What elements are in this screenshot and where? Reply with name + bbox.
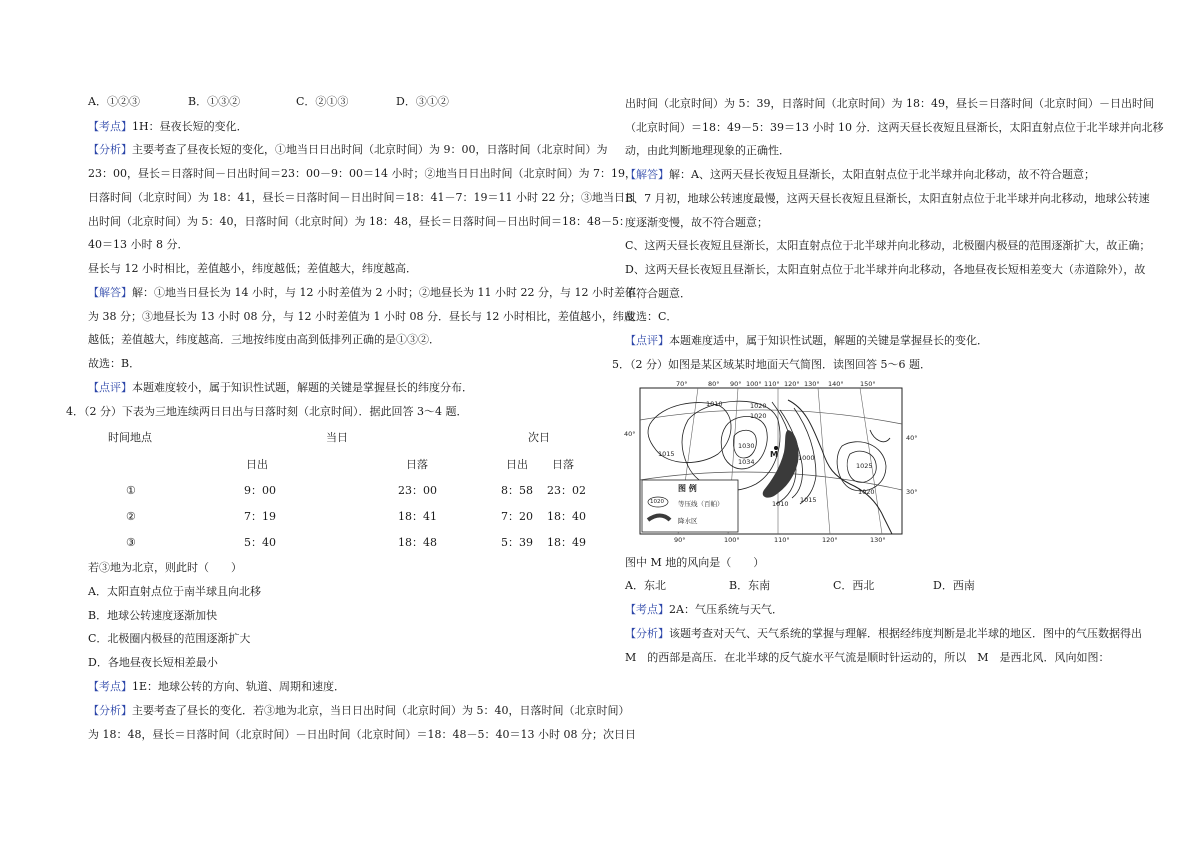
q3-jieda-line [88, 333, 440, 347]
jieda-text: 解：①地当日昼长为 14 小时，与 12 小时差值为 2 小时；②地昼长为 11 小时 22 分，与 12 小时差值 [132, 286, 636, 299]
legend-isobar-label: 等压线（百帕） [678, 500, 724, 508]
isobar-label: 1025 [856, 462, 873, 470]
q4-option: D．各地昼夜长短相差最小 [88, 656, 218, 669]
kaodian-text: 1H：昼夜长短的变化． [132, 120, 248, 133]
q4-cont-line: 动，由此判断地理现象的正确性． [625, 144, 790, 157]
jieda-text: 故选：C． [625, 310, 678, 323]
isobar-label: 1034 [738, 458, 755, 466]
table-cell: 23：02 [547, 484, 586, 497]
point-m-label: M [770, 450, 778, 459]
lon-label: 130° [804, 380, 820, 388]
lat-label: 30° [906, 488, 918, 496]
q5-fenxi-line [625, 651, 1110, 665]
lon-label: 70° [676, 380, 688, 388]
lat-label: 40° [624, 430, 636, 438]
table-sub-rise2: 日出 [506, 458, 528, 471]
isobar-label: 1000 [798, 454, 815, 462]
q4-dianping [625, 334, 988, 348]
isobar-label: 1020 [750, 412, 767, 420]
lon-label: 80° [708, 380, 720, 388]
isobar-label: 1010 [706, 400, 723, 408]
fenxi-tag: 【分析】 [88, 704, 132, 717]
fenxi-text: 该题考查对天气、天气系统的掌握与理解．根据经纬度判断是北半球的地区．图中的气压数据得出 [669, 627, 1142, 640]
lon-label: 150° [860, 380, 876, 388]
table-cell: 5：40 [244, 536, 276, 549]
q5-option-a: A．东北 [625, 579, 666, 592]
isobar-label: 1010 [772, 500, 789, 508]
q4-fenxi-line [88, 704, 630, 718]
weather-map [624, 380, 918, 545]
q3-kaodian [88, 120, 248, 134]
table-sub-set2: 日落 [552, 458, 574, 471]
q4-cont-line: 出时间（北京时间）为 5：39，日落时间（北京时间）为 18：49，昼长＝日落时间（北京时间）－日出时间 [625, 97, 1154, 110]
q4-jieda-line [625, 263, 1145, 277]
q3-fenxi-line [88, 238, 188, 252]
jieda-text: D、这两天昼长夜短且昼渐长，太阳直射点位于北半球并向北移动，各地昼夜长短相差变大（赤道除外），故 [625, 263, 1146, 276]
q3-fenxi-line [88, 143, 608, 157]
q3-jieda-line [88, 310, 635, 324]
lon-label: 140° [828, 380, 844, 388]
q3-options [88, 95, 449, 109]
fenxi-tag: 【分析】 [88, 143, 132, 156]
q5-fenxi-line [625, 627, 1142, 641]
kaodian-text: 1E：地球公转的方向、轨道、周期和速度． [132, 680, 346, 693]
table-cell: 9：00 [244, 484, 276, 497]
isobar-label: 1015 [800, 496, 817, 504]
q5-option-b: B．东南 [729, 579, 771, 592]
q3-dianping [88, 381, 473, 395]
legend-title: 图 例 [678, 484, 697, 493]
table-header-day2: 次日 [528, 431, 550, 444]
kaodian-tag: 【考点】 [88, 680, 132, 693]
table-cell: 18：40 [547, 510, 586, 523]
lat-label: 40° [906, 434, 918, 442]
legend-rain-label: 降水区 [678, 517, 698, 525]
table-cell: 8：58 [501, 484, 533, 497]
jieda-text: C、这两天昼长夜短且昼渐长，太阳直射点位于北半球并向北移动，北极圈内极昼的范围逐渐扩大，故正确； [625, 239, 1151, 252]
q4-jieda-line [625, 192, 1150, 206]
lon-label: 90° [674, 536, 686, 544]
q4-jieda-line [625, 216, 768, 230]
q4-option: C．北极圈内极昼的范围逐渐扩大 [88, 632, 251, 645]
q3-option-d: D．③①② [396, 95, 449, 108]
fenxi-text: 出时间（北京时间）为 5：40，日落时间（北京时间）为 18：48，昼长＝日落时间－日出时间＝18：48－5： [88, 215, 630, 228]
dianping-tag: 【点评】 [625, 334, 669, 347]
table-row-place: ① [126, 484, 136, 497]
table-cell: 23：00 [398, 484, 437, 497]
q5-option-c: C．西北 [833, 579, 875, 592]
q4-ask: 若③地为北京，则此时（ ） [88, 561, 242, 574]
q3-fenxi-line [88, 215, 630, 229]
jieda-tag: 【解答】 [625, 168, 669, 181]
jieda-text: 故选：B． [88, 357, 141, 370]
q4-cont-line: （北京时间）＝18：49－5：39＝13 小时 10 分．这两天昼长夜短且昼渐长，太阳直射点位于北半球并向北移 [625, 121, 1164, 134]
isobar-label: 1015 [658, 450, 675, 458]
fenxi-text: 23：00，昼长＝日落时间－日出时间＝23：00－9：00＝14 小时；②地当日日出时间（北京时间）为 7：19， [88, 167, 636, 180]
isobar-label: 1020 [750, 402, 767, 410]
q3-option-a: A．①②③ [88, 95, 140, 108]
table-row-place: ③ [126, 536, 136, 549]
table-header-place: 时间地点 [108, 431, 152, 444]
table-cell: 7：19 [244, 510, 276, 523]
fenxi-text: 日落时间（北京时间）为 18：41，昼长＝日落时间－日出时间＝18：41－7：19＝11 小时 22 分；③地当日日 [88, 191, 636, 204]
q5-option-d: D．西南 [933, 579, 975, 592]
lon-label: 110° [774, 536, 790, 544]
dianping-text: 本题难度适中，属于知识性试题，解题的关键是掌握昼长的变化． [669, 334, 988, 347]
fenxi-text: 主要考查了昼夜长短的变化，①地当日日出时间（北京时间）为 9：00，日落时间（北京时间）为 [132, 143, 608, 156]
q3-option-b: B．①③② [188, 95, 241, 108]
lon-label: 110° [764, 380, 780, 388]
q4-option: B．地球公转速度逐渐加快 [88, 609, 218, 622]
jieda-tag: 【解答】 [88, 286, 132, 299]
jieda-text: 解：A、这两天昼长夜短且昼渐长，太阳直射点位于北半球并向北移动，故不符合题意； [669, 168, 1095, 181]
q3-fenxi-line [88, 167, 636, 181]
lon-label: 100° [746, 380, 762, 388]
jieda-text: 度逐渐变慢，故不符合题意； [625, 216, 768, 229]
fenxi-tag: 【分析】 [625, 627, 669, 640]
dianping-text: 本题难度较小，属于知识性试题，解题的关键是掌握昼长的纬度分布． [132, 381, 473, 394]
isobar-label: 1020 [858, 488, 875, 496]
fenxi-text: M 的西部是高压．在北半球的反气旋水平气流是顺时针运动的，所以 M 是西北风．风向如图： [625, 651, 1110, 664]
kaodian-tag: 【考点】 [625, 603, 669, 616]
table-cell: 5：39 [501, 536, 533, 549]
table-cell: 18：41 [398, 510, 437, 523]
q5-stem: 5．（2 分）如图是某区域某时地面天气简图．读图回答 5～6 题． [612, 358, 931, 371]
table-cell: 7：20 [501, 510, 533, 523]
table-cell: 18：48 [398, 536, 437, 549]
dianping-tag: 【点评】 [88, 381, 132, 394]
table-sub-rise: 日出 [246, 458, 268, 471]
table-row-place: ② [126, 510, 136, 523]
table-sub-set: 日落 [406, 458, 428, 471]
jieda-text: 不符合题意． [625, 287, 691, 300]
q4-stem: 4．（2 分）下表为三地连续两日日出与日落时刻（北京时间）．据此回答 3～4 题． [66, 405, 468, 418]
map-labels [624, 380, 918, 545]
q5-kaodian [625, 603, 783, 617]
fenxi-text: 昼长与 12 小时相比，差值越小，纬度越低；差值越大，纬度越高． [88, 262, 417, 275]
q4-fenxi-line [88, 728, 636, 742]
kaodian-tag: 【考点】 [88, 120, 132, 133]
fenxi-text: 40＝13 小时 8 分． [88, 238, 189, 251]
q3-fenxi-line [88, 191, 636, 205]
fenxi-text: 为 18：48，昼长＝日落时间（北京时间）－日出时间（北京时间）＝18：48－5：40＝13 小时 08 分；次日日 [88, 728, 636, 741]
jieda-text: 越低；差值越大，纬度越高．三地按纬度由高到低排列正确的是①③②． [88, 333, 440, 346]
q3-jieda-line [88, 357, 140, 371]
q5-ask: 图中 M 地的风向是（ ） [625, 556, 765, 569]
q3-jieda-line [88, 286, 636, 300]
kaodian-text: 2A：气压系统与天气． [669, 603, 783, 616]
jieda-text: B、7 月初，地球公转速度最慢，这两天昼长夜短且昼渐长，太阳直射点位于北半球并向北移动，地球公转速 [625, 192, 1150, 205]
q4-option: A．太阳直射点位于南半球且向北移 [88, 585, 261, 598]
q4-jieda-line [625, 239, 1150, 253]
lon-label: 120° [784, 380, 800, 388]
q4-jieda-line [625, 287, 691, 301]
q4-kaodian [88, 680, 345, 694]
isobar-label: 1030 [738, 442, 755, 450]
lon-label: 130° [870, 536, 886, 544]
table-cell: 18：49 [547, 536, 586, 549]
lon-label: 100° [724, 536, 740, 544]
lon-label: 90° [730, 380, 742, 388]
q4-jieda-line [625, 310, 677, 324]
q5-options [625, 579, 975, 593]
table-header-day1: 当日 [326, 431, 348, 444]
q3-fenxi-line [88, 262, 417, 276]
legend-sample: 1020 [650, 499, 664, 505]
fenxi-text: 主要考查了昼长的变化．若③地为北京，当日日出时间（北京时间）为 5：40，日落时间（北京时间） [132, 704, 630, 717]
lon-label: 120° [822, 536, 838, 544]
q3-option-c: C．②①③ [296, 95, 349, 108]
q4-jieda-line [625, 168, 1095, 182]
jieda-text: 为 38 分；③地昼长为 13 小时 08 分，与 12 小时差值为 1 小时 08 分．昼长与 12 小时相比，差值越小，纬度 [88, 310, 635, 323]
